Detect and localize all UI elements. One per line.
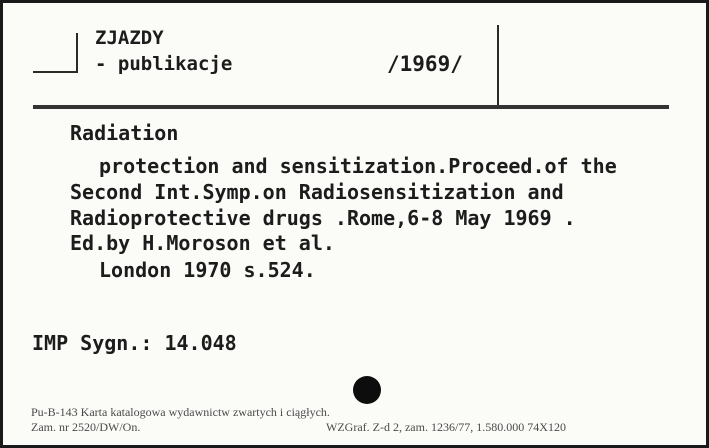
header-divider-vertical: [497, 25, 499, 106]
footer-line-2-left: Zam. nr 2520/DW/On.: [31, 420, 141, 434]
catalog-card: [3, 3, 706, 445]
header-rule: [33, 105, 669, 109]
entry-line-2: protection and sensitization.Proceed.of the: [99, 154, 617, 178]
subject-heading: ZJAZDY: [95, 27, 164, 49]
entry-line-6: London 1970 s.524.: [99, 258, 316, 282]
subject-subheading: - publikacje: [95, 53, 233, 75]
footer-line-1: Pu-B-143 Karta katalogowa wydawnictw zwartych i ciągłych.: [31, 405, 330, 419]
entry-line-4: Radioprotective drugs .Rome,6-8 May 1969 .: [70, 206, 576, 230]
year-label: /1969/: [387, 52, 463, 76]
corner-bracket-vertical: [76, 33, 78, 73]
footer-line-2-right: WZGraf. Z-d 2, zam. 1236/77, 1.580.000 74X120: [326, 420, 566, 434]
entry-line-3: Second Int.Symp.on Radiosensitization and: [70, 180, 564, 204]
corner-bracket-horizontal: [33, 71, 78, 73]
shelf-signature: IMP Sygn.: 14.048: [32, 331, 237, 355]
punch-hole: [353, 376, 381, 404]
entry-line-1: Radiation: [70, 121, 179, 145]
entry-line-5: Ed.by H.Moroson et al.: [70, 231, 335, 255]
